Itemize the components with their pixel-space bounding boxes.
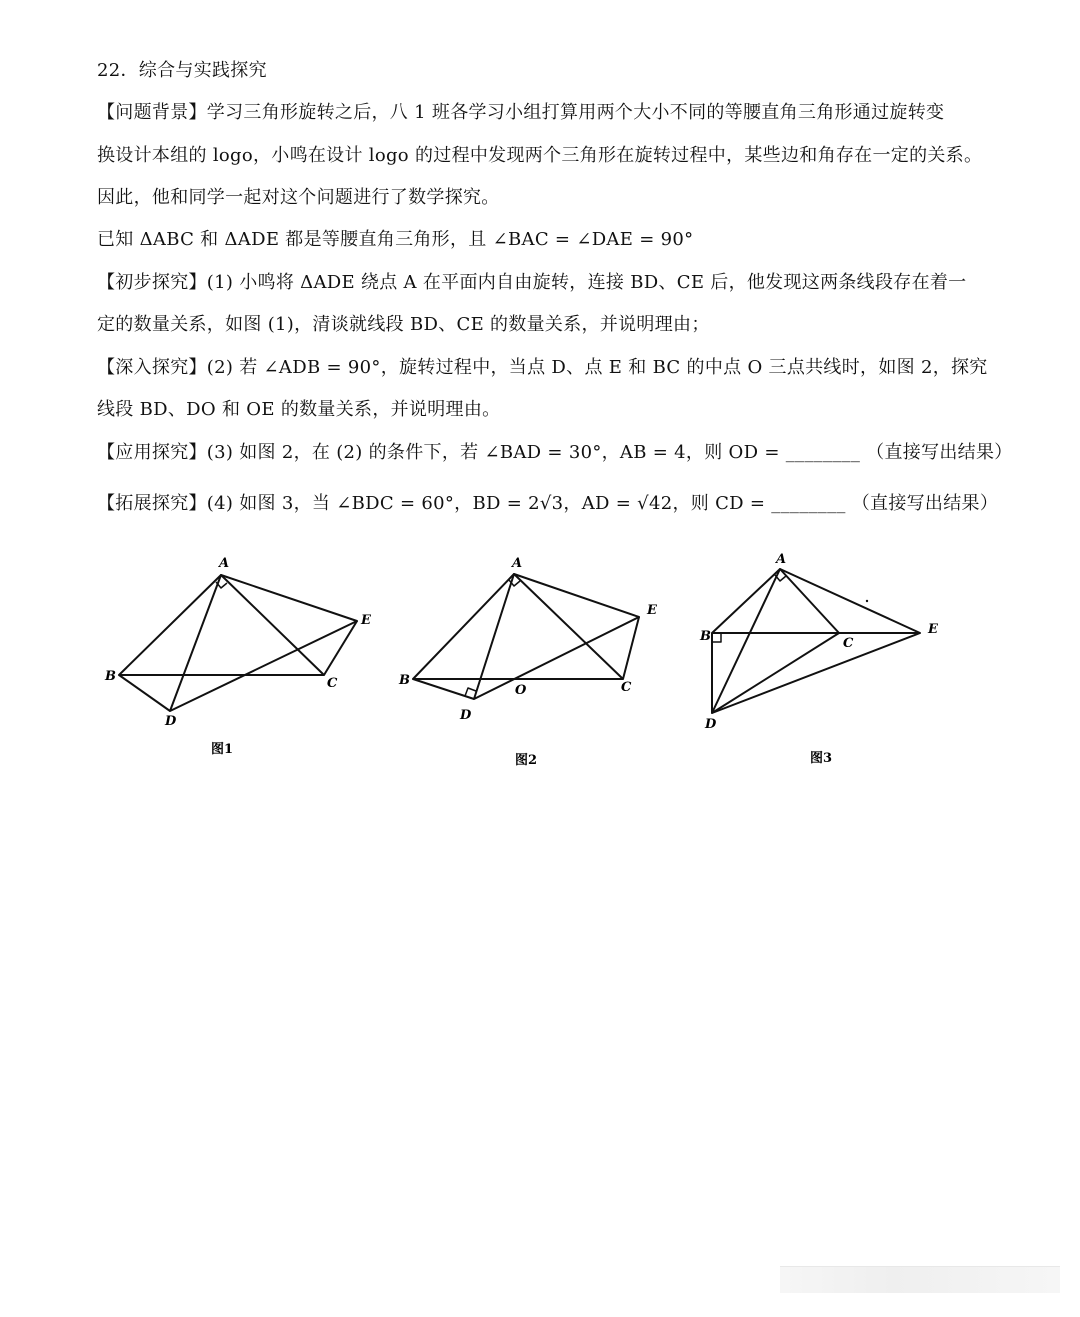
figure-2 xyxy=(413,574,639,699)
background-line-1: 【问题背景】学习三角形旋转之后，八 1 班各学习小组打算用两个大小不同的等腰直角三角形通过旋转变 xyxy=(97,102,945,123)
question-2-line-1: 【深入探究】(2) 若 ∠ADB = 90°，旋转过程中，当点 D、点 E 和 BC 的中点 O 三点共线时，如图 2，探究 xyxy=(97,357,988,378)
problem-number: 22．综合与实践探究 xyxy=(97,60,267,81)
fig2-label-b: B xyxy=(399,673,410,688)
fig3-label-d: D xyxy=(705,717,717,732)
fig1-label-a: A xyxy=(219,556,230,571)
question-2-line-2: 线段 BD、DO 和 OE 的数量关系，并说明理由。 xyxy=(97,399,501,420)
fig3-label-c: C xyxy=(843,636,854,651)
fig2-label-a: A xyxy=(512,556,523,571)
fig2-label-e: E xyxy=(647,603,657,618)
fig1-label-e: E xyxy=(361,613,371,628)
geometry-figures xyxy=(95,545,975,775)
fig2-segment-bd xyxy=(413,679,474,699)
question-3: 【应用探究】(3) 如图 2，在 (2) 的条件下，若 ∠BAD = 30°，AB = 4，则 OD = ________ （直接写出结果） xyxy=(97,442,1013,463)
fig2-label-c: C xyxy=(621,680,632,695)
background-line-3: 因此，他和同学一起对这个问题进行了数学探究。 xyxy=(97,187,500,208)
given-condition: 已知 ΔABC 和 ΔADE 都是等腰直角三角形，且 ∠BAC = ∠DAE = 90° xyxy=(97,229,694,250)
fig1-label-d: D xyxy=(165,714,177,729)
fig3-label-a: A xyxy=(776,552,787,567)
fig3-right-angle-mark-b xyxy=(712,633,721,642)
fig1-label-b: B xyxy=(105,669,116,684)
figure-3 xyxy=(712,569,920,713)
fig1-right-angle-mark xyxy=(216,582,227,588)
fig3-label-b: B xyxy=(700,629,711,644)
fig3-right-angle-mark-a xyxy=(775,575,786,581)
question-4: 【拓展探究】(4) 如图 3，当 ∠BDC = 60°，BD = 2√3，AD = √42，则 CD = ________ （直接写出结果） xyxy=(97,493,999,514)
fig3-triangle-ade xyxy=(712,569,920,713)
fig2-triangle-ade xyxy=(474,574,639,699)
fig2-segment-ce xyxy=(623,617,639,679)
figure-1 xyxy=(119,575,357,711)
scan-artifact-strip xyxy=(780,1266,1060,1293)
fig2-triangle-abc xyxy=(413,574,623,679)
question-1-line-1: 【初步探究】(1) 小鸣将 ΔADE 绕点 A 在平面内自由旋转，连接 BD、CE 后，他发现这两条线段存在着一 xyxy=(97,272,967,293)
fig1-triangle-abc xyxy=(119,575,324,675)
background-line-2: 换设计本组的 logo，小鸣在设计 logo 的过程中发现两个三角形在旋转过程中，某些边和角存在一定的关系。 xyxy=(97,145,983,166)
fig2-caption: 图2 xyxy=(515,753,538,768)
fig2-label-d: D xyxy=(460,708,472,723)
question-1-line-2: 定的数量关系，如图 (1)，清谈就线段 BD、CE 的数量关系，并说明理由； xyxy=(97,314,710,335)
fig3-label-e: E xyxy=(928,622,938,637)
fig1-label-c: C xyxy=(327,676,338,691)
fig1-caption: 图1 xyxy=(211,742,234,757)
fig2-label-o: O xyxy=(515,683,527,698)
fig3-caption: 图3 xyxy=(810,751,833,766)
stray-dot xyxy=(866,600,868,602)
fig1-segment-bd xyxy=(119,675,170,711)
